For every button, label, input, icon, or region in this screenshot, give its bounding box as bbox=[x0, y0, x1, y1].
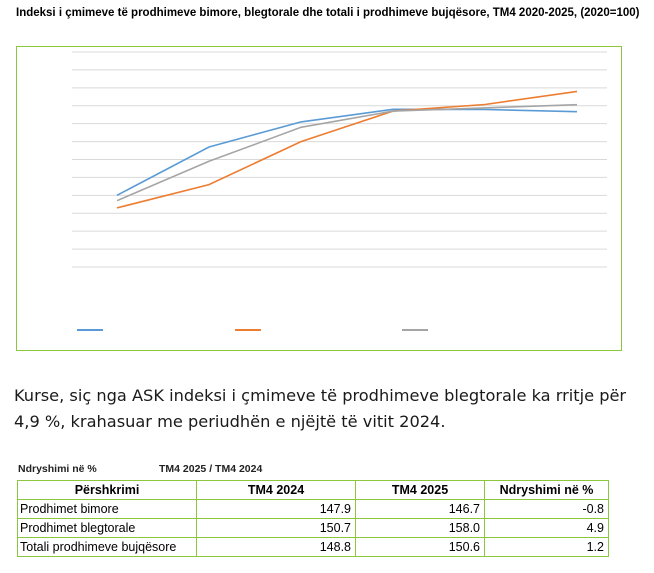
table-row bbox=[18, 538, 609, 557]
table-caption-right: TM4 2025 / TM4 2024 bbox=[159, 463, 263, 475]
series-line-1 bbox=[117, 109, 577, 195]
row-value-2024: 150.7 bbox=[197, 519, 356, 538]
row-change: 4.9 bbox=[485, 519, 609, 538]
price-index-table bbox=[17, 480, 609, 557]
header-description: Përshkrimi bbox=[18, 481, 197, 500]
table-header-row bbox=[18, 481, 609, 500]
header-tm4-2025: TM4 2025 bbox=[356, 481, 485, 500]
table-row bbox=[18, 500, 609, 519]
row-value-2024: 148.8 bbox=[197, 538, 356, 557]
row-value-2025: 158.0 bbox=[356, 519, 485, 538]
row-change: -0.8 bbox=[485, 500, 609, 519]
row-value-2025: 150.6 bbox=[356, 538, 485, 557]
row-value-2025: 146.7 bbox=[356, 500, 485, 519]
header-tm4-2024: TM4 2024 bbox=[197, 481, 356, 500]
row-change: 1.2 bbox=[485, 538, 609, 557]
chart-title: Indeksi i çmimeve të prodhimeve bimore, blegtorale dhe totali i prodhimeve bujqësore, TM4 2020-2025, (2020=100) bbox=[16, 7, 640, 19]
table-row bbox=[18, 519, 609, 538]
row-label: Prodhimet blegtorale bbox=[18, 519, 197, 538]
body-paragraph: Kurse, siç nga ASK indeksi i çmimeve të prodhimeve blegtorale ka rritje për 4,9 %, krahasuar me periudhën e njëjtë të vitit 2024. bbox=[14, 386, 627, 431]
table-caption-left: Ndryshimi në % bbox=[18, 463, 97, 475]
header-change: Ndryshimi në % bbox=[485, 481, 609, 500]
chart-container bbox=[16, 46, 622, 351]
table-caption bbox=[18, 463, 263, 475]
row-value-2024: 147.9 bbox=[197, 500, 356, 519]
row-label: Totali prodhimeve bujqësore bbox=[18, 538, 197, 557]
row-label: Prodhimet bimore bbox=[18, 500, 197, 519]
series-line-2 bbox=[117, 91, 577, 207]
series-line-3 bbox=[117, 105, 577, 201]
line-chart bbox=[17, 47, 621, 350]
